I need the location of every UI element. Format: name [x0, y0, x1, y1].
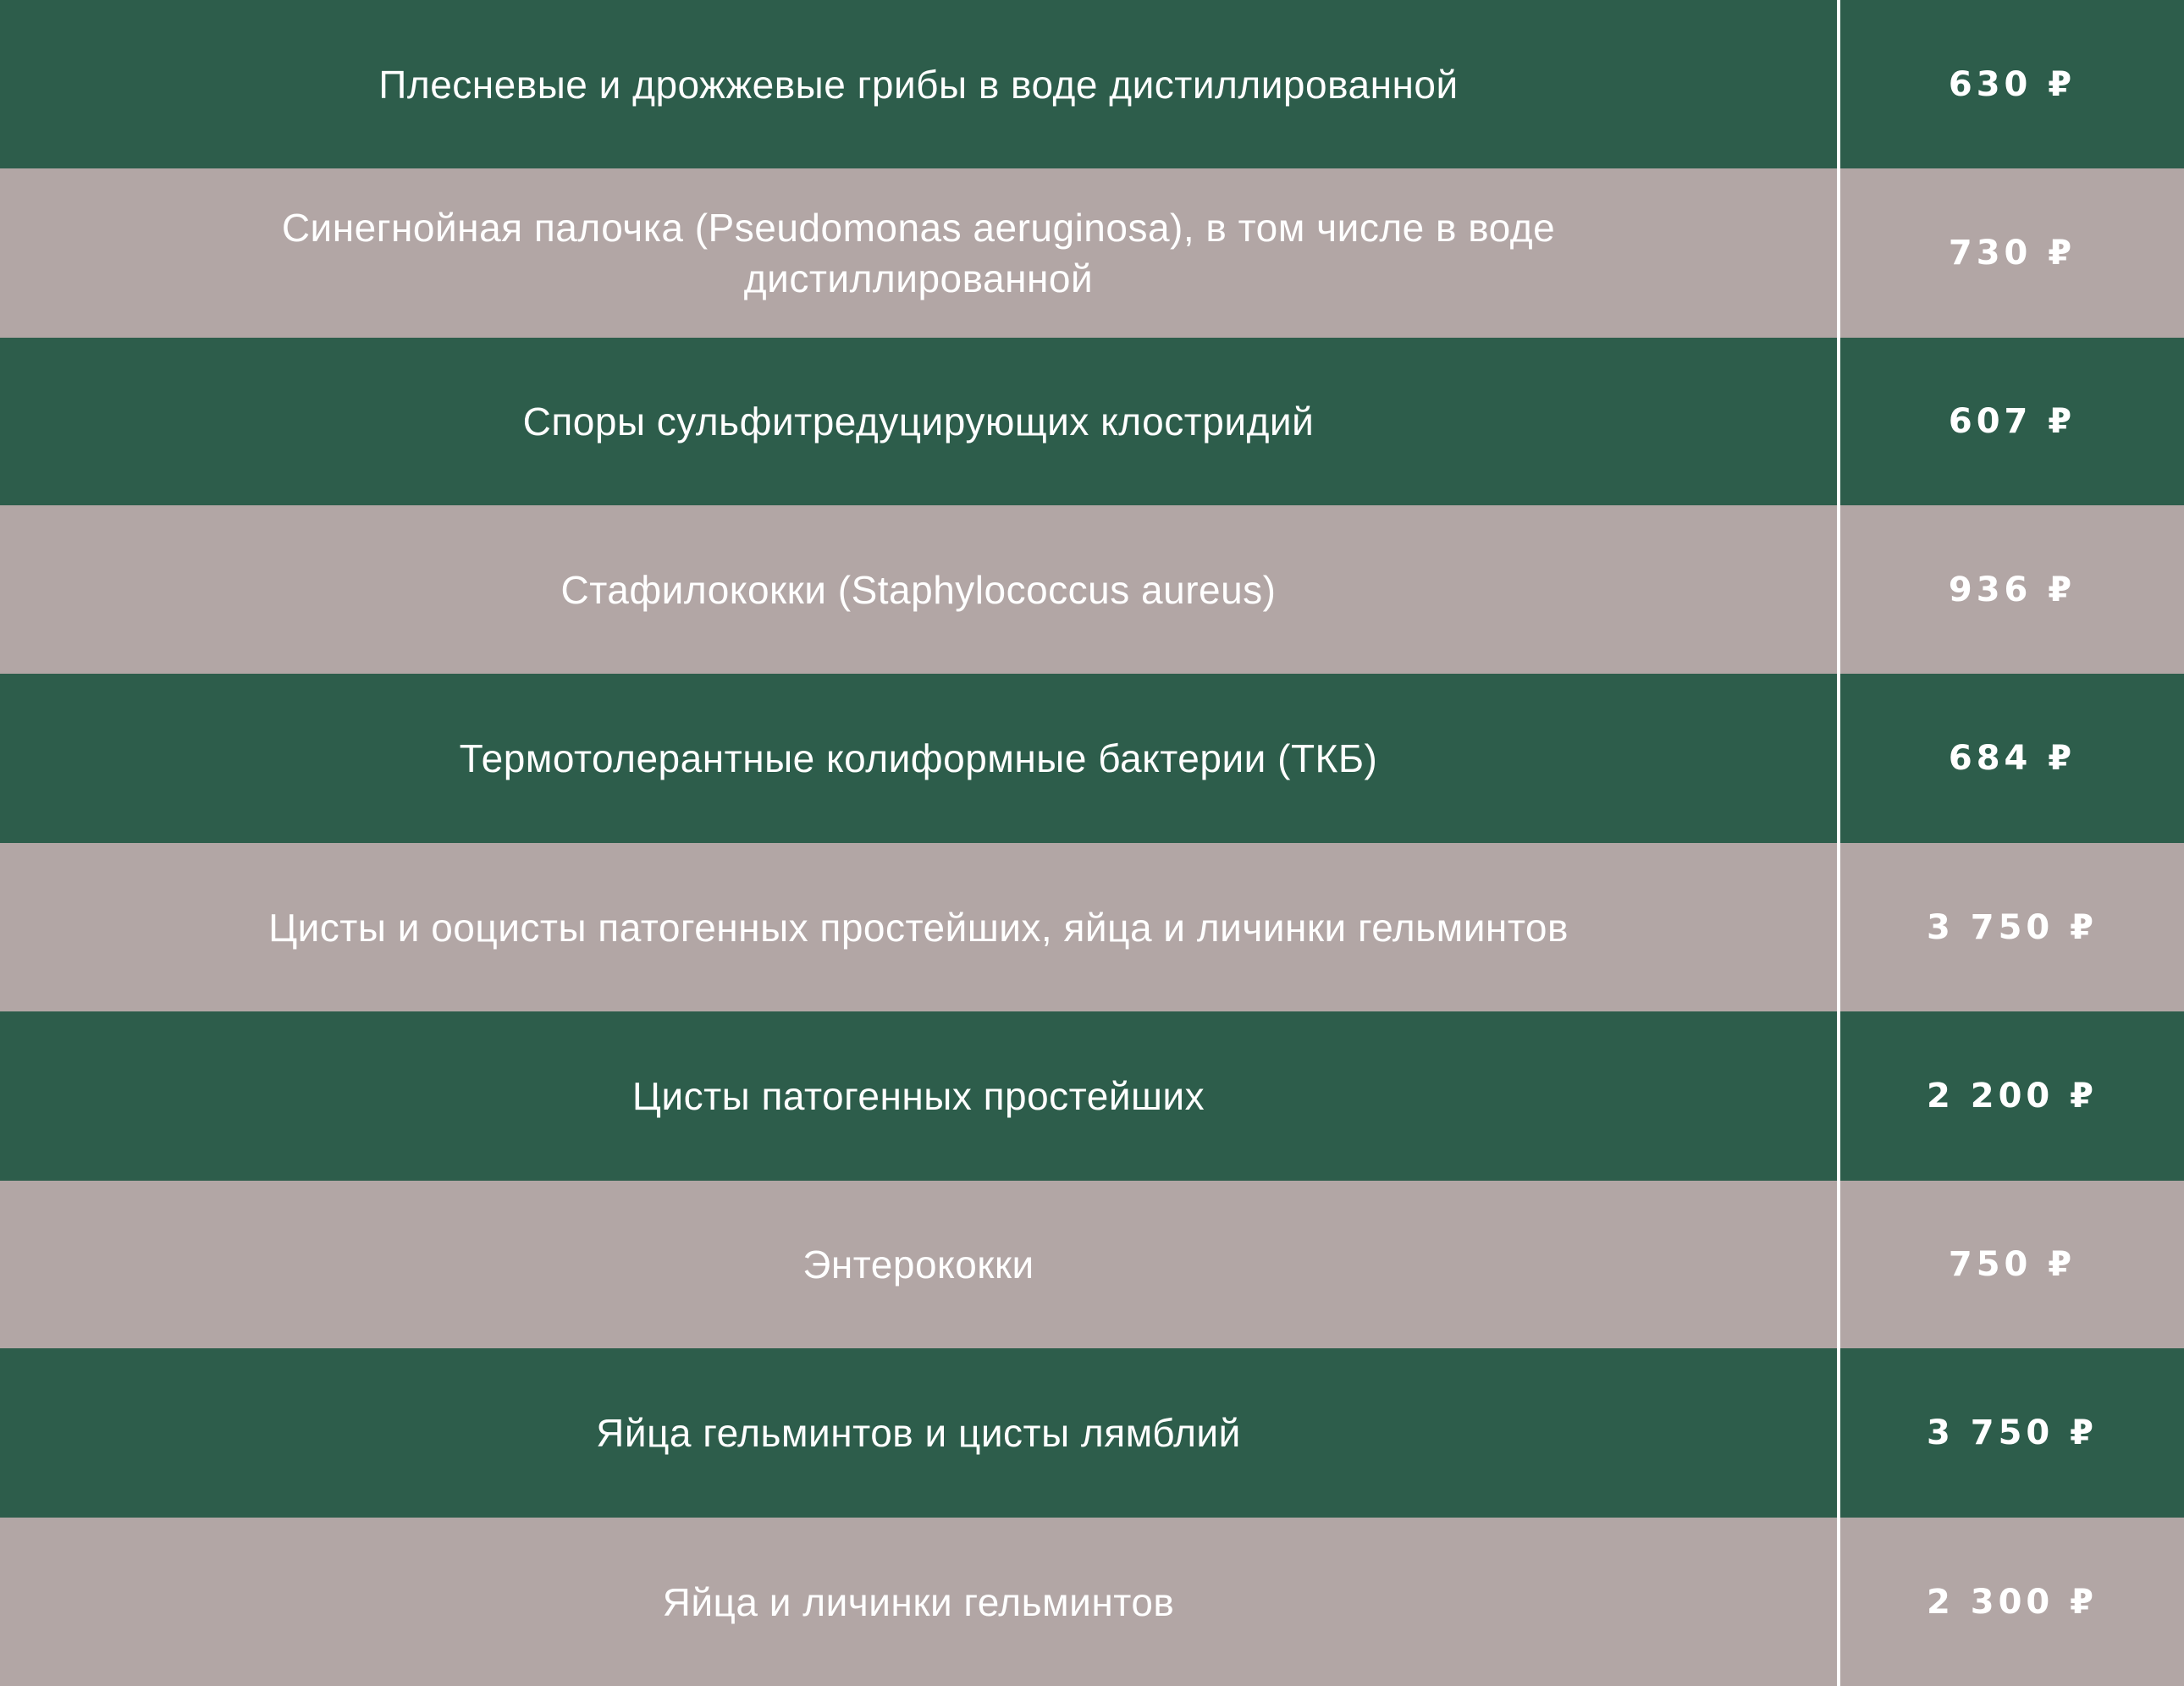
table-row — [0, 1518, 2184, 1686]
service-name: Термотолерантные колиформные бактерии (ТКБ) — [459, 736, 1378, 780]
service-name: Яйца гельминтов и цисты лямблий — [596, 1411, 1241, 1455]
table-row — [0, 1011, 2184, 1181]
service-price: 730 ₽ — [1948, 234, 2076, 273]
service-price: 2 300 ₽ — [1926, 1582, 2098, 1622]
table-row — [0, 0, 2184, 168]
service-price: 936 ₽ — [1948, 570, 2076, 609]
table-row — [0, 338, 2184, 505]
table-row — [0, 505, 2184, 674]
service-name: Плесневые и дрожжевые грибы в воде дистиллированной — [378, 62, 1459, 107]
service-name: Яйца и личинки гельминтов — [662, 1579, 1175, 1624]
service-price: 630 ₽ — [1948, 64, 2076, 104]
table-row — [0, 843, 2184, 1011]
table-row — [0, 1181, 2184, 1348]
service-name: Синегнойная палочка (Pseudomonas aeruginosa), в том числе в воде дистиллированной — [281, 206, 1556, 300]
service-price: 3 750 ₽ — [1926, 1413, 2098, 1452]
service-name: Цисты патогенных простейших — [631, 1074, 1205, 1118]
service-name: Споры сульфитредуцирующих клостридий — [522, 399, 1315, 444]
service-price: 607 ₽ — [1948, 402, 2076, 441]
service-price: 3 750 ₽ — [1926, 907, 2098, 947]
service-price: 750 ₽ — [1948, 1245, 2076, 1284]
service-name: Стафилококки (Staphylococcus aureus) — [560, 567, 1277, 612]
table-row — [0, 168, 2184, 338]
service-price: 2 200 ₽ — [1926, 1077, 2098, 1116]
service-name: Энтерококки — [802, 1242, 1034, 1287]
service-name: Цисты и ооцисты патогенных простейших, яйца и личинки гельминтов — [268, 905, 1569, 950]
table-row — [0, 674, 2184, 843]
table-row — [0, 1348, 2184, 1518]
service-price: 684 ₽ — [1948, 739, 2076, 778]
